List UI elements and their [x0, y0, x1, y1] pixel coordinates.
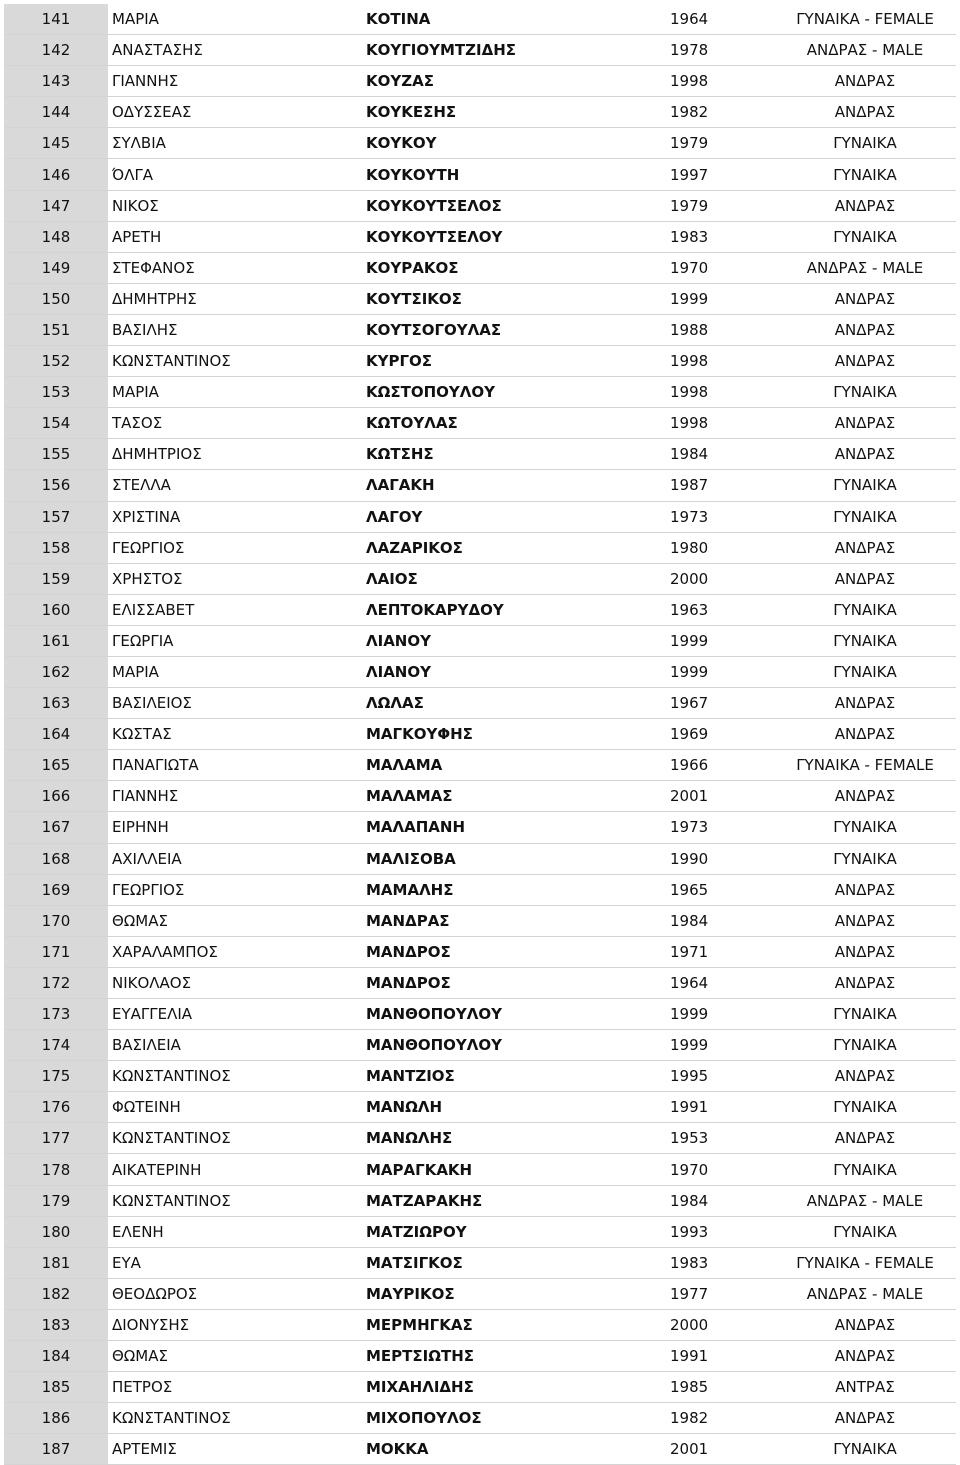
birth-year-cell: 1991	[668, 1092, 774, 1123]
table-row	[4, 1278, 956, 1309]
last-name-cell: ΜΑΓΚΟΥΦΗΣ	[364, 719, 668, 750]
gender-cell: ΑΝΔΡΑΣ	[774, 190, 956, 221]
birth-year-cell: 1991	[668, 1341, 774, 1372]
birth-year-cell: 2000	[668, 1309, 774, 1340]
gender-cell: ΓΥΝΑΙΚΑ	[774, 470, 956, 501]
gender-cell: ΓΥΝΑΙΚΑ	[774, 377, 956, 408]
row-number-cell: 145	[4, 128, 108, 159]
birth-year-cell: 1999	[668, 656, 774, 687]
gender-cell: ΑΝΔΡΑΣ	[774, 408, 956, 439]
first-name-cell: ΑΡΤΕΜΙΣ	[108, 1434, 364, 1465]
birth-year-cell: 1953	[668, 1123, 774, 1154]
first-name-cell: ΔΙΟΝΥΣΗΣ	[108, 1309, 364, 1340]
birth-year-cell: 1980	[668, 532, 774, 563]
birth-year-cell: 2001	[668, 781, 774, 812]
first-name-cell: ΚΩΝΣΤΑΝΤΙΝΟΣ	[108, 1185, 364, 1216]
table-row	[4, 1061, 956, 1092]
last-name-cell: ΜΑΛΑΜΑ	[364, 750, 668, 781]
table-row	[4, 4, 956, 35]
last-name-cell: ΜΑΝΔΡΟΣ	[364, 936, 668, 967]
birth-year-cell: 1979	[668, 190, 774, 221]
gender-cell: ΑΝΔΡΑΣ	[774, 97, 956, 128]
birth-year-cell: 1984	[668, 1185, 774, 1216]
birth-year-cell: 1995	[668, 1061, 774, 1092]
gender-cell: ΓΥΝΑΙΚΑ - FEMALE	[774, 1247, 956, 1278]
birth-year-cell: 1982	[668, 97, 774, 128]
gender-cell: ΑΝΔΡΑΣ	[774, 936, 956, 967]
gender-cell: ΑΝΔΡΑΣ	[774, 1061, 956, 1092]
table-row	[4, 221, 956, 252]
first-name-cell: ΜΑΡΙΑ	[108, 377, 364, 408]
last-name-cell: ΜΑΛΙΣΟΒΑ	[364, 843, 668, 874]
gender-cell: ΑΝΔΡΑΣ - MALE	[774, 252, 956, 283]
row-number-cell: 170	[4, 905, 108, 936]
birth-year-cell: 2000	[668, 563, 774, 594]
birth-year-cell: 1988	[668, 314, 774, 345]
table-row	[4, 1403, 956, 1434]
first-name-cell: ΌΛΓΑ	[108, 159, 364, 190]
gender-cell: ΑΝΔΡΑΣ - MALE	[774, 35, 956, 66]
table-row	[4, 750, 956, 781]
row-number-cell: 182	[4, 1278, 108, 1309]
table-row	[4, 1247, 956, 1278]
first-name-cell: ΣΤΕΦΑΝΟΣ	[108, 252, 364, 283]
gender-cell: ΑΝΔΡΑΣ	[774, 283, 956, 314]
table-row	[4, 1092, 956, 1123]
table-row	[4, 1372, 956, 1403]
first-name-cell: ΟΔΥΣΣΕΑΣ	[108, 97, 364, 128]
last-name-cell: ΛΕΠΤΟΚΑΡΥΔΟΥ	[364, 594, 668, 625]
table-row	[4, 377, 956, 408]
last-name-cell: ΜΑΜΑΛΗΣ	[364, 874, 668, 905]
last-name-cell: ΛΑΖΑΡΙΚΟΣ	[364, 532, 668, 563]
row-number-cell: 148	[4, 221, 108, 252]
first-name-cell: ΘΩΜΑΣ	[108, 1341, 364, 1372]
gender-cell: ΑΝΔΡΑΣ	[774, 346, 956, 377]
table-row	[4, 874, 956, 905]
row-number-cell: 177	[4, 1123, 108, 1154]
last-name-cell: ΚΟΥΓΙΟΥΜΤΖΙΔΗΣ	[364, 35, 668, 66]
birth-year-cell: 1984	[668, 439, 774, 470]
gender-cell: ΓΥΝΑΙΚΑ	[774, 501, 956, 532]
row-number-cell: 184	[4, 1341, 108, 1372]
last-name-cell: ΜΟΚΚΑ	[364, 1434, 668, 1465]
row-number-cell: 175	[4, 1061, 108, 1092]
table-row	[4, 190, 956, 221]
birth-year-cell: 1982	[668, 1403, 774, 1434]
gender-cell: ΓΥΝΑΙΚΑ	[774, 625, 956, 656]
row-number-cell: 168	[4, 843, 108, 874]
row-number-cell: 164	[4, 719, 108, 750]
table-row	[4, 781, 956, 812]
first-name-cell: ΑΙΚΑΤΕΡΙΝΗ	[108, 1154, 364, 1185]
row-number-cell: 171	[4, 936, 108, 967]
gender-cell: ΓΥΝΑΙΚΑ	[774, 656, 956, 687]
last-name-cell: ΜΑΝΔΡΟΣ	[364, 967, 668, 998]
first-name-cell: ΠΑΝΑΓΙΩΤΑ	[108, 750, 364, 781]
first-name-cell: ΚΩΝΣΤΑΝΤΙΝΟΣ	[108, 346, 364, 377]
gender-cell: ΑΝΔΡΑΣ	[774, 967, 956, 998]
table-row	[4, 1216, 956, 1247]
first-name-cell: ΕΥΑΓΓΕΛΙΑ	[108, 999, 364, 1030]
last-name-cell: ΚΟΥΤΣΟΓΟΥΛΑΣ	[364, 314, 668, 345]
birth-year-cell: 1985	[668, 1372, 774, 1403]
gender-cell: ΓΥΝΑΙΚΑ	[774, 128, 956, 159]
row-number-cell: 142	[4, 35, 108, 66]
birth-year-cell: 1997	[668, 159, 774, 190]
last-name-cell: ΚΟΥΖΑΣ	[364, 66, 668, 97]
row-number-cell: 147	[4, 190, 108, 221]
last-name-cell: ΜΙΧΑΗΛΙΔΗΣ	[364, 1372, 668, 1403]
first-name-cell: ΓΕΩΡΓΙΟΣ	[108, 532, 364, 563]
birth-year-cell: 1977	[668, 1278, 774, 1309]
table-row	[4, 252, 956, 283]
row-number-cell: 166	[4, 781, 108, 812]
table-row	[4, 688, 956, 719]
row-number-cell: 180	[4, 1216, 108, 1247]
birth-year-cell: 1970	[668, 1154, 774, 1185]
gender-cell: ΓΥΝΑΙΚΑ	[774, 221, 956, 252]
last-name-cell: ΜΑΥΡΙΚΟΣ	[364, 1278, 668, 1309]
table-row	[4, 1154, 956, 1185]
last-name-cell: ΜΑΛΑΜΑΣ	[364, 781, 668, 812]
table-row	[4, 66, 956, 97]
table-row	[4, 1434, 956, 1465]
first-name-cell: ΓΕΩΡΓΙΑ	[108, 625, 364, 656]
birth-year-cell: 1973	[668, 501, 774, 532]
last-name-cell: ΚΟΥΤΣΙΚΟΣ	[364, 283, 668, 314]
first-name-cell: ΜΑΡΙΑ	[108, 656, 364, 687]
first-name-cell: ΕΙΡΗΝΗ	[108, 812, 364, 843]
last-name-cell: ΜΑΤΣΙΓΚΟΣ	[364, 1247, 668, 1278]
row-number-cell: 179	[4, 1185, 108, 1216]
birth-year-cell: 1999	[668, 625, 774, 656]
gender-cell: ΑΝΔΡΑΣ	[774, 905, 956, 936]
table-row	[4, 843, 956, 874]
row-number-cell: 154	[4, 408, 108, 439]
row-number-cell: 153	[4, 377, 108, 408]
first-name-cell: ΘΕΟΔΩΡΟΣ	[108, 1278, 364, 1309]
birth-year-cell: 1998	[668, 408, 774, 439]
row-number-cell: 187	[4, 1434, 108, 1465]
table-row	[4, 1123, 956, 1154]
last-name-cell: ΜΙΧΟΠΟΥΛΟΣ	[364, 1403, 668, 1434]
gender-cell: ΑΝΔΡΑΣ	[774, 874, 956, 905]
row-number-cell: 143	[4, 66, 108, 97]
birth-year-cell: 1963	[668, 594, 774, 625]
gender-cell: ΓΥΝΑΙΚΑ	[774, 1092, 956, 1123]
table-row	[4, 936, 956, 967]
birth-year-cell: 1990	[668, 843, 774, 874]
table-row	[4, 1309, 956, 1340]
gender-cell: ΓΥΝΑΙΚΑ	[774, 1434, 956, 1465]
birth-year-cell: 1964	[668, 967, 774, 998]
first-name-cell: ΧΡΙΣΤΙΝΑ	[108, 501, 364, 532]
gender-cell: ΓΥΝΑΙΚΑ - FEMALE	[774, 4, 956, 35]
row-number-cell: 155	[4, 439, 108, 470]
birth-year-cell: 1999	[668, 283, 774, 314]
last-name-cell: ΚΟΥΚΟΥΤΣΕΛΟΥ	[364, 221, 668, 252]
first-name-cell: ΧΡΗΣΤΟΣ	[108, 563, 364, 594]
row-number-cell: 174	[4, 1030, 108, 1061]
birth-year-cell: 1998	[668, 346, 774, 377]
gender-cell: ΓΥΝΑΙΚΑ	[774, 1154, 956, 1185]
birth-year-cell: 1999	[668, 999, 774, 1030]
table-row	[4, 625, 956, 656]
table-row	[4, 439, 956, 470]
gender-cell: ΓΥΝΑΙΚΑ	[774, 1030, 956, 1061]
last-name-cell: ΜΑΤΖΙΩΡΟΥ	[364, 1216, 668, 1247]
row-number-cell: 146	[4, 159, 108, 190]
first-name-cell: ΦΩΤΕΙΝΗ	[108, 1092, 364, 1123]
row-number-cell: 160	[4, 594, 108, 625]
first-name-cell: ΤΑΣΟΣ	[108, 408, 364, 439]
row-number-cell: 169	[4, 874, 108, 905]
gender-cell: ΑΝΔΡΑΣ - MALE	[774, 1185, 956, 1216]
first-name-cell: ΔΗΜΗΤΡΗΣ	[108, 283, 364, 314]
first-name-cell: ΓΙΑΝΝΗΣ	[108, 66, 364, 97]
participants-table	[4, 4, 956, 1465]
first-name-cell: ΚΩΝΣΤΑΝΤΙΝΟΣ	[108, 1123, 364, 1154]
table-row	[4, 719, 956, 750]
gender-cell: ΓΥΝΑΙΚΑ	[774, 159, 956, 190]
birth-year-cell: 1987	[668, 470, 774, 501]
first-name-cell: ΒΑΣΙΛΕΙΑ	[108, 1030, 364, 1061]
birth-year-cell: 1966	[668, 750, 774, 781]
first-name-cell: ΕΛΕΝΗ	[108, 1216, 364, 1247]
first-name-cell: ΣΥΛΒΙΑ	[108, 128, 364, 159]
row-number-cell: 178	[4, 1154, 108, 1185]
last-name-cell: ΛΙΑΝΟΥ	[364, 625, 668, 656]
last-name-cell: ΚΩΤΣΗΣ	[364, 439, 668, 470]
birth-year-cell: 1964	[668, 4, 774, 35]
table-row	[4, 283, 956, 314]
gender-cell: ΑΝΔΡΑΣ	[774, 1341, 956, 1372]
first-name-cell: ΝΙΚΟΣ	[108, 190, 364, 221]
first-name-cell: ΑΝΑΣΤΑΣΗΣ	[108, 35, 364, 66]
table-row	[4, 999, 956, 1030]
last-name-cell: ΚΟΥΚΟΥ	[364, 128, 668, 159]
first-name-cell: ΣΤΕΛΛΑ	[108, 470, 364, 501]
gender-cell: ΑΝΔΡΑΣ	[774, 439, 956, 470]
last-name-cell: ΜΑΝΘΟΠΟΥΛΟΥ	[364, 1030, 668, 1061]
table-row	[4, 408, 956, 439]
birth-year-cell: 1967	[668, 688, 774, 719]
gender-cell: ΓΥΝΑΙΚΑ	[774, 812, 956, 843]
first-name-cell: ΚΩΝΣΤΑΝΤΙΝΟΣ	[108, 1403, 364, 1434]
first-name-cell: ΚΩΝΣΤΑΝΤΙΝΟΣ	[108, 1061, 364, 1092]
table-row	[4, 35, 956, 66]
first-name-cell: ΑΧΙΛΛΕΙΑ	[108, 843, 364, 874]
first-name-cell: ΓΕΩΡΓΙΟΣ	[108, 874, 364, 905]
row-number-cell: 150	[4, 283, 108, 314]
last-name-cell: ΜΑΤΖΑΡΑΚΗΣ	[364, 1185, 668, 1216]
last-name-cell: ΛΑΙΟΣ	[364, 563, 668, 594]
first-name-cell: ΧΑΡΑΛΑΜΠΟΣ	[108, 936, 364, 967]
table-row	[4, 159, 956, 190]
table-row	[4, 346, 956, 377]
gender-cell: ΑΝΔΡΑΣ - MALE	[774, 1278, 956, 1309]
birth-year-cell: 1984	[668, 905, 774, 936]
row-number-cell: 167	[4, 812, 108, 843]
row-number-cell: 165	[4, 750, 108, 781]
last-name-cell: ΜΑΝΘΟΠΟΥΛΟΥ	[364, 999, 668, 1030]
first-name-cell: ΜΑΡΙΑ	[108, 4, 364, 35]
last-name-cell: ΜΑΝΩΛΗΣ	[364, 1123, 668, 1154]
table-row	[4, 470, 956, 501]
table-row	[4, 656, 956, 687]
last-name-cell: ΚΟΥΚΕΣΗΣ	[364, 97, 668, 128]
first-name-cell: ΓΙΑΝΝΗΣ	[108, 781, 364, 812]
birth-year-cell: 1970	[668, 252, 774, 283]
row-number-cell: 161	[4, 625, 108, 656]
last-name-cell: ΚΩΤΟΥΛΑΣ	[364, 408, 668, 439]
row-number-cell: 183	[4, 1309, 108, 1340]
last-name-cell: ΚΟΥΚΟΥΤΗ	[364, 159, 668, 190]
first-name-cell: ΔΗΜΗΤΡΙΟΣ	[108, 439, 364, 470]
row-number-cell: 181	[4, 1247, 108, 1278]
row-number-cell: 185	[4, 1372, 108, 1403]
row-number-cell: 172	[4, 967, 108, 998]
last-name-cell: ΚΥΡΓΟΣ	[364, 346, 668, 377]
last-name-cell: ΚΟΤΙΝΑ	[364, 4, 668, 35]
gender-cell: ΑΝΔΡΑΣ	[774, 781, 956, 812]
gender-cell: ΑΝΔΡΑΣ	[774, 66, 956, 97]
birth-year-cell: 1983	[668, 1247, 774, 1278]
gender-cell: ΓΥΝΑΙΚΑ	[774, 1216, 956, 1247]
gender-cell: ΑΝΔΡΑΣ	[774, 563, 956, 594]
row-number-cell: 152	[4, 346, 108, 377]
row-number-cell: 163	[4, 688, 108, 719]
table-row	[4, 532, 956, 563]
gender-cell: ΑΝΔΡΑΣ	[774, 1403, 956, 1434]
row-number-cell: 156	[4, 470, 108, 501]
table-row	[4, 97, 956, 128]
birth-year-cell: 1993	[668, 1216, 774, 1247]
first-name-cell: ΚΩΣΤΑΣ	[108, 719, 364, 750]
gender-cell: ΑΝΔΡΑΣ	[774, 719, 956, 750]
first-name-cell: ΒΑΣΙΛΗΣ	[108, 314, 364, 345]
gender-cell: ΑΝΔΡΑΣ	[774, 688, 956, 719]
gender-cell: ΓΥΝΑΙΚΑ	[774, 594, 956, 625]
last-name-cell: ΜΑΡΑΓΚΑΚΗ	[364, 1154, 668, 1185]
last-name-cell: ΜΑΛΑΠΑΝΗ	[364, 812, 668, 843]
birth-year-cell: 1969	[668, 719, 774, 750]
row-number-cell: 149	[4, 252, 108, 283]
gender-cell: ΓΥΝΑΙΚΑ	[774, 843, 956, 874]
row-number-cell: 173	[4, 999, 108, 1030]
last-name-cell: ΜΑΝΤΖΙΟΣ	[364, 1061, 668, 1092]
last-name-cell: ΚΟΥΚΟΥΤΣΕΛΟΣ	[364, 190, 668, 221]
row-number-cell: 162	[4, 656, 108, 687]
gender-cell: ΑΝΔΡΑΣ	[774, 1123, 956, 1154]
birth-year-cell: 1971	[668, 936, 774, 967]
birth-year-cell: 1998	[668, 377, 774, 408]
last-name-cell: ΛΑΓΑΚΗ	[364, 470, 668, 501]
table-row	[4, 128, 956, 159]
row-number-cell: 151	[4, 314, 108, 345]
gender-cell: ΓΥΝΑΙΚΑ - FEMALE	[774, 750, 956, 781]
birth-year-cell: 1973	[668, 812, 774, 843]
last-name-cell: ΚΩΣΤΟΠΟΥΛΟΥ	[364, 377, 668, 408]
last-name-cell: ΛΑΓΟΥ	[364, 501, 668, 532]
last-name-cell: ΛΩΛΑΣ	[364, 688, 668, 719]
birth-year-cell: 1998	[668, 66, 774, 97]
last-name-cell: ΚΟΥΡΑΚΟΣ	[364, 252, 668, 283]
row-number-cell: 144	[4, 97, 108, 128]
first-name-cell: ΒΑΣΙΛΕΙΟΣ	[108, 688, 364, 719]
table-row	[4, 905, 956, 936]
table-row	[4, 1030, 956, 1061]
table-row	[4, 501, 956, 532]
birth-year-cell: 1979	[668, 128, 774, 159]
table-row	[4, 563, 956, 594]
gender-cell: ΑΝΔΡΑΣ	[774, 532, 956, 563]
table-row	[4, 967, 956, 998]
row-number-cell: 176	[4, 1092, 108, 1123]
table-row	[4, 1341, 956, 1372]
first-name-cell: ΕΥΑ	[108, 1247, 364, 1278]
row-number-cell: 158	[4, 532, 108, 563]
table-row	[4, 1185, 956, 1216]
table-row	[4, 812, 956, 843]
first-name-cell: ΘΩΜΑΣ	[108, 905, 364, 936]
last-name-cell: ΜΑΝΔΡΑΣ	[364, 905, 668, 936]
birth-year-cell: 1965	[668, 874, 774, 905]
row-number-cell: 186	[4, 1403, 108, 1434]
first-name-cell: ΝΙΚΟΛΑΟΣ	[108, 967, 364, 998]
table-body	[4, 4, 956, 1465]
gender-cell: ΑΝΔΡΑΣ	[774, 314, 956, 345]
last-name-cell: ΜΕΡΜΗΓΚΑΣ	[364, 1309, 668, 1340]
first-name-cell: ΕΛΙΣΣΑΒΕΤ	[108, 594, 364, 625]
last-name-cell: ΜΕΡΤΣΙΩΤΗΣ	[364, 1341, 668, 1372]
birth-year-cell: 1978	[668, 35, 774, 66]
row-number-cell: 157	[4, 501, 108, 532]
birth-year-cell: 2001	[668, 1434, 774, 1465]
gender-cell: ΑΝΤΡΑΣ	[774, 1372, 956, 1403]
last-name-cell: ΜΑΝΩΛΗ	[364, 1092, 668, 1123]
birth-year-cell: 1999	[668, 1030, 774, 1061]
gender-cell: ΑΝΔΡΑΣ	[774, 1309, 956, 1340]
last-name-cell: ΛΙΑΝΟΥ	[364, 656, 668, 687]
first-name-cell: ΠΕΤΡΟΣ	[108, 1372, 364, 1403]
first-name-cell: ΑΡΕΤΗ	[108, 221, 364, 252]
table-row	[4, 594, 956, 625]
table-row	[4, 314, 956, 345]
row-number-cell: 159	[4, 563, 108, 594]
birth-year-cell: 1983	[668, 221, 774, 252]
gender-cell: ΓΥΝΑΙΚΑ	[774, 999, 956, 1030]
row-number-cell: 141	[4, 4, 108, 35]
